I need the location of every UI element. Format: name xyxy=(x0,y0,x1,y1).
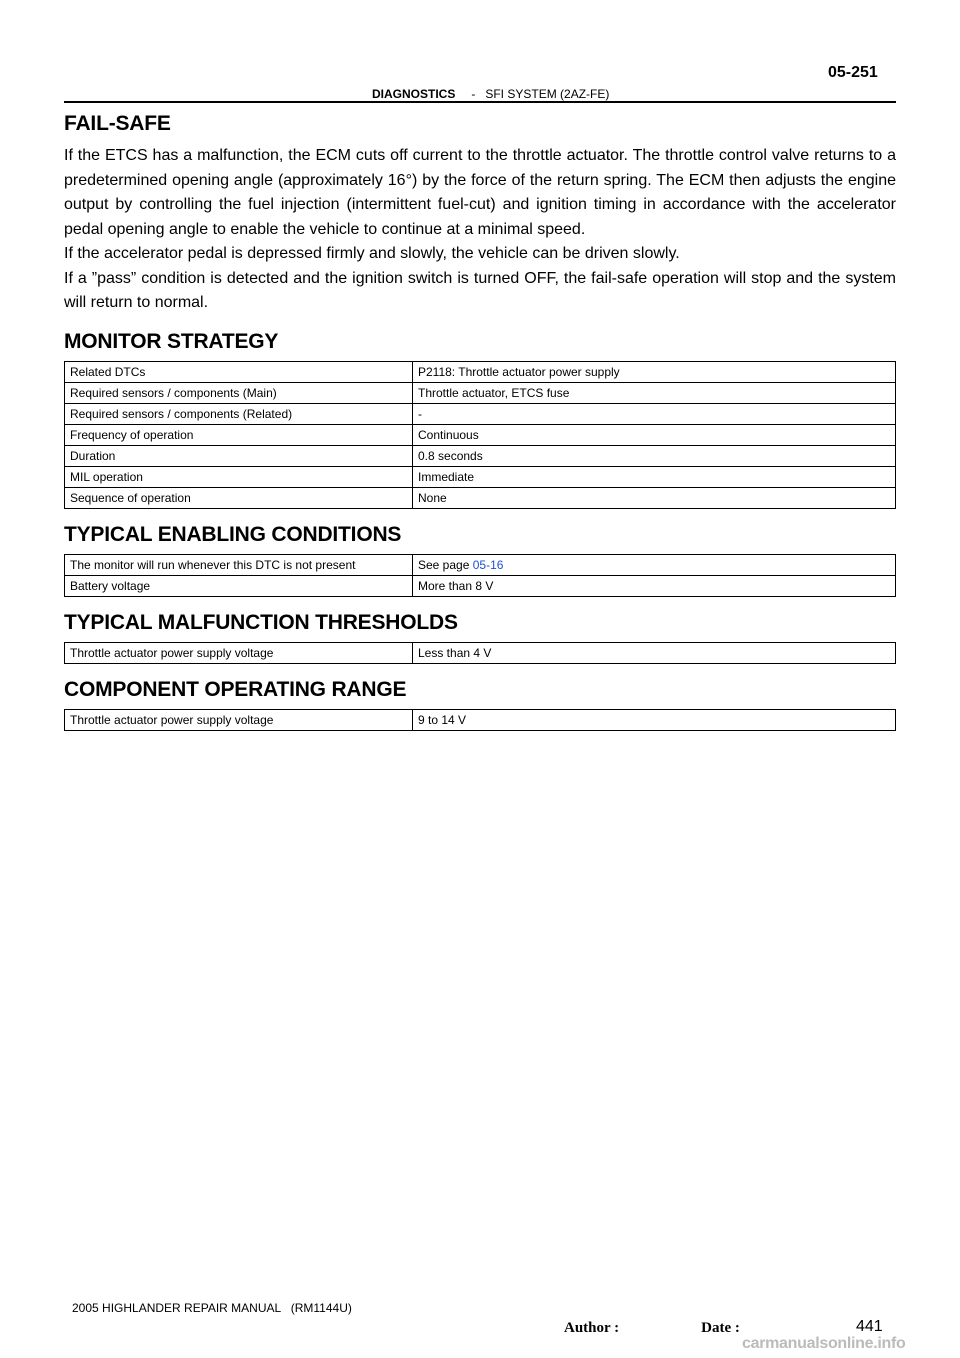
operating-range-title: COMPONENT OPERATING RANGE xyxy=(64,677,407,701)
header-separator: - xyxy=(471,87,476,101)
row-label: Sequence of operation xyxy=(65,487,413,508)
watermark: carmanualsonline.info xyxy=(742,1335,906,1352)
fail-safe-paragraph: If the accelerator pedal is depressed firmly and slowly, the vehicle can be driven slowly. xyxy=(64,245,680,262)
row-label: Throttle actuator power supply voltage xyxy=(65,709,413,730)
table-row xyxy=(65,445,896,466)
malfunction-thresholds-title: TYPICAL MALFUNCTION THRESHOLDS xyxy=(64,610,458,634)
table-row xyxy=(65,642,896,663)
table-row xyxy=(65,361,896,382)
monitor-strategy-title: MONITOR STRATEGY xyxy=(64,329,279,353)
row-label: Battery voltage xyxy=(65,575,413,596)
header-rule xyxy=(64,101,896,103)
fail-safe-title: FAIL-SAFE xyxy=(64,112,171,135)
row-label: Required sensors / components (Main) xyxy=(65,382,413,403)
footer-manual-title: 2005 HIGHLANDER REPAIR MANUAL (RM1144U) xyxy=(72,1301,352,1315)
footer-author-date xyxy=(564,1320,740,1337)
row-value: Continuous xyxy=(413,424,896,445)
row-label: Duration xyxy=(65,445,413,466)
see-page-text: See page xyxy=(418,557,473,572)
row-value: 9 to 14 V xyxy=(413,709,896,730)
page-content xyxy=(64,112,896,731)
row-label: MIL operation xyxy=(65,466,413,487)
table-row xyxy=(65,709,896,730)
fail-safe-paragraph: If the ETCS has a malfunction, the ECM cuts off current to the throttle actuator. The throttle control valve returns to a predetermined opening angle (approximately 16°) by the force of the return spring. The ECM then adjusts the engine output by controlling the fuel injection (intermittent fuel-cut) and ignition timing in accordance with the accelerator pedal opening angle to enable the vehicle to continue at a minimal speed. xyxy=(64,147,896,238)
fail-safe-paragraph: If a ”pass” condition is detected and the ignition switch is turned OFF, the fail-safe operation will stop and the system will return to normal. xyxy=(64,269,896,311)
table-row xyxy=(65,382,896,403)
row-value: - xyxy=(413,403,896,424)
malfunction-thresholds-table xyxy=(64,642,896,664)
row-value: P2118: Throttle actuator power supply xyxy=(413,361,896,382)
page-number: 05-251 xyxy=(828,64,878,81)
header-subsection: SFI SYSTEM (2AZ-FE) xyxy=(485,87,610,101)
row-label: The monitor will run whenever this DTC is not present xyxy=(65,554,413,575)
footer-page-number: 441 xyxy=(856,1318,883,1335)
row-value: 0.8 seconds xyxy=(413,445,896,466)
operating-range-table xyxy=(64,709,896,731)
table-row xyxy=(65,403,896,424)
row-value: Immediate xyxy=(413,466,896,487)
date-label: Date : xyxy=(701,1320,740,1336)
row-label: Required sensors / components (Related) xyxy=(65,403,413,424)
table-row xyxy=(65,554,896,575)
row-value: None xyxy=(413,487,896,508)
row-label: Frequency of operation xyxy=(65,424,413,445)
row-value: Less than 4 V xyxy=(413,642,896,663)
table-row xyxy=(65,575,896,596)
table-row xyxy=(65,466,896,487)
row-value: Throttle actuator, ETCS fuse xyxy=(413,382,896,403)
enabling-conditions-table xyxy=(64,554,896,597)
table-row xyxy=(65,424,896,445)
header-section: DIAGNOSTICS xyxy=(372,87,456,101)
author-label: Author : xyxy=(564,1320,620,1336)
row-label: Throttle actuator power supply voltage xyxy=(65,642,413,663)
monitor-strategy-table xyxy=(64,361,896,509)
fail-safe-text xyxy=(64,144,896,316)
enabling-conditions-title: TYPICAL ENABLING CONDITIONS xyxy=(64,522,402,546)
running-header xyxy=(372,87,609,101)
table-row xyxy=(65,487,896,508)
row-value xyxy=(413,554,896,575)
page-link[interactable]: 05-16 xyxy=(472,557,504,572)
row-value: More than 8 V xyxy=(413,575,896,596)
row-label: Related DTCs xyxy=(65,361,413,382)
